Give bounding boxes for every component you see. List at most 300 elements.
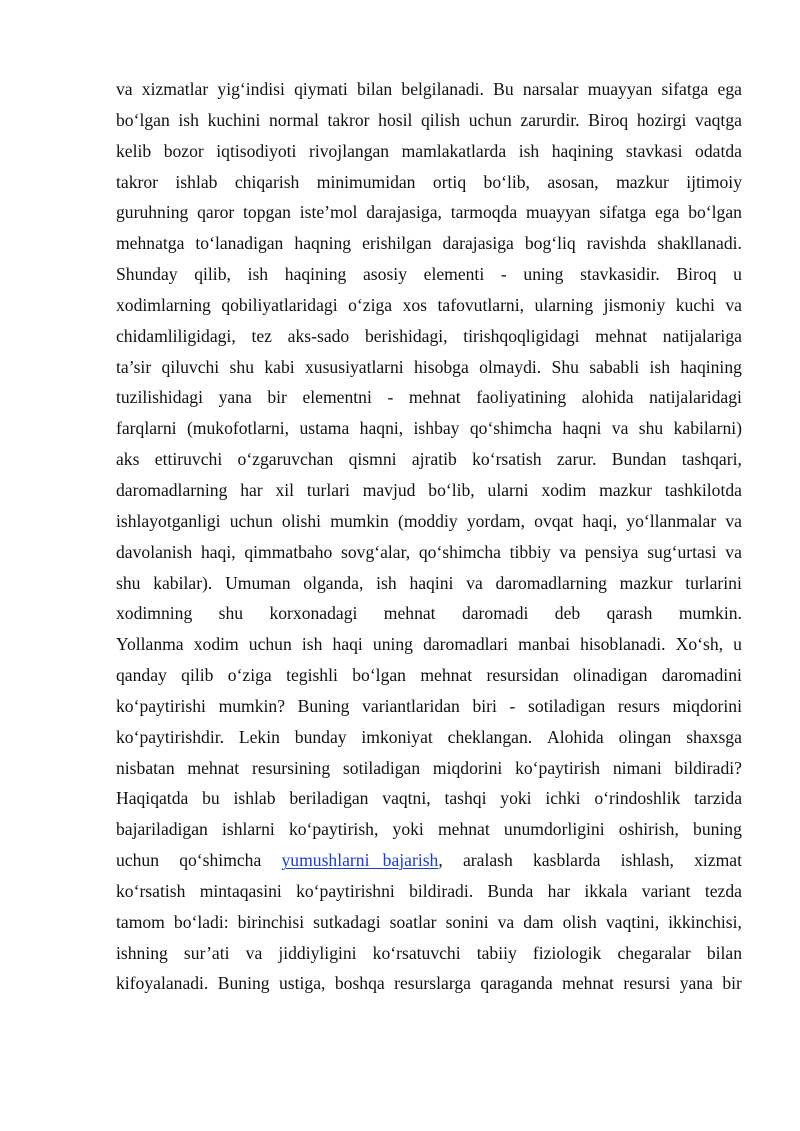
word: sotiladigan bbox=[342, 757, 421, 778]
word: daromadlarning bbox=[495, 572, 607, 593]
word: chidamliligidagi, bbox=[116, 325, 236, 346]
word: topgan bbox=[243, 202, 291, 223]
word: Haqiqatda bbox=[116, 788, 189, 809]
word: xil bbox=[275, 479, 295, 500]
word: turlari bbox=[306, 479, 350, 500]
word: sovg‘alar, bbox=[341, 541, 411, 562]
word: resurs bbox=[617, 695, 660, 716]
word: tuzilishidagi bbox=[116, 387, 203, 408]
word: bo‘lgan bbox=[116, 109, 170, 130]
word: sotiladigan bbox=[528, 695, 606, 716]
word: shu bbox=[638, 418, 664, 439]
word: xodim bbox=[541, 479, 587, 500]
hyperlink-group bbox=[282, 845, 443, 876]
word: Shu bbox=[551, 356, 579, 377]
word: bir bbox=[722, 973, 742, 994]
word: haqni, bbox=[359, 418, 404, 439]
word: bir bbox=[267, 387, 287, 408]
word: minimumidan bbox=[316, 171, 416, 192]
word: sur’ati bbox=[183, 942, 230, 963]
word: ishlash, bbox=[620, 850, 674, 871]
word: xususiyatlarni bbox=[304, 356, 404, 377]
word: hisobga bbox=[414, 356, 469, 377]
word: Biroq bbox=[588, 109, 629, 130]
word: iqtisodiyoti bbox=[216, 140, 297, 161]
word: ishbay bbox=[413, 418, 460, 439]
word: ularning bbox=[534, 294, 594, 315]
word: dam bbox=[523, 911, 554, 932]
word: nisbatan bbox=[116, 757, 175, 778]
word: alohida bbox=[581, 387, 634, 408]
word: qimmatbaho bbox=[244, 541, 333, 562]
word: Lekin bbox=[238, 726, 280, 747]
word: Bundan bbox=[611, 449, 667, 470]
word: xizmatlar bbox=[141, 79, 209, 99]
word: ikkinchisi, bbox=[668, 911, 742, 932]
word: olishi bbox=[281, 510, 322, 531]
word: sonini bbox=[445, 911, 489, 932]
word: daromadlari bbox=[423, 634, 509, 655]
word: variantlaridan bbox=[362, 695, 460, 716]
word: ravishda bbox=[586, 233, 647, 254]
word: va bbox=[466, 572, 483, 593]
word: ishning bbox=[116, 942, 168, 963]
word: buning bbox=[693, 819, 742, 840]
word: tirishqoqligidagi bbox=[463, 325, 580, 346]
word: qiluvchi bbox=[161, 356, 220, 377]
word: shakllanadi. bbox=[657, 233, 742, 254]
word: kelib bbox=[116, 140, 152, 161]
word: va bbox=[245, 942, 263, 963]
word: daromadlarning bbox=[116, 479, 228, 500]
word: ish bbox=[247, 264, 269, 285]
body-text bbox=[116, 74, 742, 999]
word: ko‘paytirishni bbox=[296, 880, 395, 901]
word: nimani bbox=[612, 757, 662, 778]
word: har bbox=[547, 880, 571, 901]
word: mehnat bbox=[383, 603, 436, 624]
word: mumkin? bbox=[218, 695, 286, 716]
word: manbai bbox=[518, 634, 570, 655]
text-line bbox=[116, 598, 742, 629]
word: aks-sado bbox=[287, 325, 350, 346]
word: zarurdir. bbox=[520, 109, 580, 130]
word: hozirgi bbox=[636, 109, 687, 130]
word: mehnat bbox=[187, 757, 240, 778]
word: tamom bbox=[116, 911, 165, 932]
word: qo‘shimcha bbox=[418, 541, 501, 562]
word: vaqtni, bbox=[382, 788, 431, 809]
word: vaqtini, bbox=[605, 911, 660, 932]
word: resursining bbox=[251, 757, 331, 778]
text-line bbox=[116, 629, 742, 660]
word: qaraganda bbox=[480, 973, 553, 994]
word: xodimning bbox=[116, 603, 193, 624]
text-line bbox=[116, 475, 742, 506]
punctuation: , bbox=[438, 850, 443, 871]
word: yordam, bbox=[466, 510, 525, 531]
word: hisoblanadi. bbox=[580, 634, 666, 655]
word: Yollanma bbox=[116, 634, 184, 655]
word: erishilgan bbox=[362, 233, 432, 254]
word: mehnat bbox=[437, 819, 490, 840]
word: shaxsga bbox=[686, 726, 742, 747]
word: ishlab bbox=[175, 171, 218, 192]
word: va bbox=[559, 541, 577, 562]
word: soatlar bbox=[389, 911, 437, 932]
word: haqi bbox=[332, 634, 363, 655]
word: Shunday bbox=[116, 264, 178, 285]
text-line bbox=[116, 259, 742, 290]
word: Xo‘sh, bbox=[675, 634, 724, 655]
word: mumkin bbox=[330, 510, 389, 531]
word: uchun bbox=[248, 634, 292, 655]
word: ko‘rsatuvchi bbox=[372, 942, 461, 963]
word: unumdorligini bbox=[503, 819, 605, 840]
word: stavkasi bbox=[625, 140, 683, 161]
word: uning bbox=[523, 264, 564, 285]
word: Buning bbox=[297, 695, 350, 716]
text-line bbox=[116, 167, 742, 198]
word: olish bbox=[562, 911, 597, 932]
word: qiymati bbox=[294, 79, 348, 99]
word: imkoniyat bbox=[361, 726, 433, 747]
word: ish bbox=[518, 140, 540, 161]
word: olinadigan bbox=[573, 665, 648, 686]
text-line bbox=[116, 197, 742, 228]
word: - bbox=[387, 387, 394, 408]
word: va bbox=[725, 541, 742, 562]
word: boshqa bbox=[334, 973, 385, 994]
word: takror bbox=[327, 109, 370, 130]
text-line bbox=[116, 814, 742, 845]
text-line bbox=[116, 228, 742, 259]
word: asosiy bbox=[363, 264, 407, 285]
word: sutkadagi bbox=[313, 911, 381, 932]
text-line bbox=[116, 444, 742, 475]
word: elementni bbox=[302, 387, 372, 408]
word: yo‘llanmalar bbox=[626, 510, 717, 531]
word: bu bbox=[202, 788, 220, 809]
text-line bbox=[116, 506, 742, 537]
word: ko‘paytirish, bbox=[288, 819, 379, 840]
word: rivojlangan bbox=[308, 140, 390, 161]
text-line bbox=[116, 938, 742, 969]
word: mazkur bbox=[619, 572, 673, 593]
word: xodim bbox=[193, 634, 239, 655]
word: qaror bbox=[197, 202, 235, 223]
text-line bbox=[116, 382, 742, 413]
word: xos bbox=[402, 294, 428, 315]
text-line bbox=[116, 352, 742, 383]
word: shu bbox=[218, 603, 244, 624]
text-line bbox=[116, 568, 742, 599]
word: ettiruvchi bbox=[154, 449, 223, 470]
word: birinchisi bbox=[237, 911, 305, 932]
word: bo‘lib, bbox=[483, 171, 530, 192]
word: ega bbox=[717, 79, 742, 99]
word: darajasiga bbox=[442, 233, 514, 254]
word: qilib bbox=[181, 665, 214, 686]
word: qo‘shimcha bbox=[469, 418, 552, 439]
word: daromadini bbox=[661, 665, 742, 686]
word: belgilanadi. bbox=[401, 79, 484, 99]
word: - bbox=[509, 695, 516, 716]
word: va bbox=[116, 79, 133, 99]
word: ikkala bbox=[584, 880, 628, 901]
text-line bbox=[116, 753, 742, 784]
word: ijtimoiy bbox=[686, 171, 742, 192]
word: bilan bbox=[706, 942, 742, 963]
word: ortiq bbox=[432, 171, 467, 192]
word: va bbox=[497, 911, 515, 932]
word: ish bbox=[301, 634, 323, 655]
word: va bbox=[725, 510, 742, 531]
text-line bbox=[116, 691, 742, 722]
word: bo‘lib, bbox=[428, 479, 475, 500]
word: bilan bbox=[357, 79, 393, 99]
word: xodimlarning bbox=[116, 294, 211, 315]
word: u bbox=[733, 264, 742, 285]
word: mamlakatlarda bbox=[401, 140, 507, 161]
word: odatda bbox=[695, 140, 742, 161]
word: bildiradi? bbox=[674, 757, 742, 778]
word: miqdorini bbox=[672, 695, 742, 716]
word: Bu bbox=[493, 79, 514, 99]
hyperlink-yumushlarni-bajarish[interactable]: yumushlarni bajarish bbox=[281, 850, 439, 871]
word: ish bbox=[376, 572, 397, 593]
word: cheklangan. bbox=[447, 726, 533, 747]
word: Alohida bbox=[547, 726, 604, 747]
text-line bbox=[116, 876, 742, 907]
word: vaqtga bbox=[695, 109, 742, 130]
word: - bbox=[500, 264, 507, 285]
word: normal bbox=[269, 109, 319, 130]
word: yig‘indisi bbox=[217, 79, 285, 99]
word: ko‘paytirishdir. bbox=[116, 726, 224, 747]
text-line bbox=[116, 783, 742, 814]
word: jiddiyligini bbox=[278, 942, 357, 963]
word: olingan bbox=[618, 726, 672, 747]
word: tashqari, bbox=[681, 449, 742, 470]
word: mehnat bbox=[562, 973, 614, 994]
word: bunday bbox=[294, 726, 347, 747]
word: deb bbox=[554, 603, 581, 624]
text-line bbox=[116, 290, 742, 321]
word: haqni bbox=[562, 418, 602, 439]
word: Biroq bbox=[676, 264, 717, 285]
word: korxonadagi bbox=[269, 603, 358, 624]
word: ko‘rsatish bbox=[472, 449, 542, 470]
word: fiziologik bbox=[532, 942, 602, 963]
word: va bbox=[611, 418, 629, 439]
word: kuchini bbox=[207, 109, 261, 130]
word: oshirish, bbox=[618, 819, 679, 840]
word: uning bbox=[372, 634, 413, 655]
word: olganda, bbox=[303, 572, 364, 593]
word: haqining bbox=[551, 140, 614, 161]
text-line bbox=[116, 413, 742, 444]
word: yana bbox=[218, 387, 252, 408]
text-line bbox=[116, 907, 742, 938]
word: yoki bbox=[392, 819, 424, 840]
word: mehnatga bbox=[116, 233, 185, 254]
word: xizmat bbox=[694, 850, 742, 871]
word: natijalaridagi bbox=[649, 387, 742, 408]
word: o‘zgaruvchan bbox=[237, 449, 334, 470]
word: aks bbox=[116, 449, 140, 470]
word: kabilar). bbox=[153, 572, 213, 593]
word: tez bbox=[251, 325, 272, 346]
word: mavjud bbox=[362, 479, 416, 500]
word: mehnat bbox=[420, 665, 473, 686]
word: variant bbox=[641, 880, 691, 901]
text-line bbox=[116, 321, 742, 352]
word: davolanish bbox=[116, 541, 193, 562]
word: haqi, bbox=[582, 510, 618, 531]
word: uchun bbox=[468, 109, 512, 130]
word: olmaydi. bbox=[479, 356, 542, 377]
word: tafovutlarni, bbox=[437, 294, 525, 315]
word: kabi bbox=[264, 356, 295, 377]
word: jismoniy bbox=[603, 294, 666, 315]
word: qo‘shimcha bbox=[179, 850, 262, 871]
word: hosil bbox=[378, 109, 413, 130]
word: mumkin. bbox=[678, 603, 742, 624]
word: (moddiy bbox=[398, 510, 458, 531]
word: bog‘liq bbox=[524, 233, 576, 254]
word: qismni bbox=[348, 449, 397, 470]
word: chegaralar bbox=[617, 942, 691, 963]
word: bozor bbox=[163, 140, 204, 161]
word: iste’mol bbox=[299, 202, 358, 223]
word: ish bbox=[649, 356, 670, 377]
word: chiqarish bbox=[234, 171, 300, 192]
word: Bunda bbox=[487, 880, 534, 901]
text-line bbox=[116, 968, 742, 999]
word: ishlayotganligi bbox=[116, 510, 221, 531]
word: Umuman bbox=[225, 572, 291, 593]
word: ko‘paytirish bbox=[515, 757, 601, 778]
word: uchun bbox=[116, 850, 159, 871]
word: u bbox=[733, 634, 742, 655]
word: ustiga, bbox=[279, 973, 326, 994]
word: ko‘rsatish bbox=[116, 880, 186, 901]
word: zarur. bbox=[556, 449, 597, 470]
word: tezda bbox=[704, 880, 742, 901]
word: o‘ziga bbox=[227, 665, 272, 686]
word: haqining bbox=[680, 356, 742, 377]
word: qarash bbox=[606, 603, 653, 624]
word: qilish bbox=[421, 109, 461, 130]
word: resursi bbox=[623, 973, 671, 994]
word: o‘ziga bbox=[348, 294, 393, 315]
word: guruhning bbox=[116, 202, 189, 223]
word: mazkur bbox=[599, 479, 652, 500]
word: natijalariga bbox=[662, 325, 742, 346]
word: qanday bbox=[116, 665, 167, 686]
word: tegishli bbox=[286, 665, 338, 686]
word: tashkilotda bbox=[664, 479, 742, 500]
word: aralash bbox=[462, 850, 513, 871]
word: qobiliyatlaridagi bbox=[221, 294, 338, 315]
word: bo‘ladi: bbox=[173, 911, 229, 932]
word: uchun bbox=[229, 510, 273, 531]
word: haqining bbox=[284, 264, 347, 285]
word: stavkasidir. bbox=[580, 264, 660, 285]
word: to‘lanadigan bbox=[195, 233, 284, 254]
word: resursidan bbox=[486, 665, 559, 686]
word: faoliyatining bbox=[476, 387, 567, 408]
word: muayyan bbox=[525, 202, 591, 223]
word: ish bbox=[178, 109, 199, 130]
text-line bbox=[116, 660, 742, 691]
word: qilib, bbox=[194, 264, 231, 285]
word: ustama bbox=[299, 418, 350, 439]
word: narsalar bbox=[522, 79, 579, 99]
word: ichki bbox=[545, 788, 581, 809]
word: ega bbox=[654, 202, 680, 223]
word: sifatga bbox=[599, 202, 647, 223]
word: resurslarga bbox=[394, 973, 471, 994]
word: turlarini bbox=[685, 572, 742, 593]
word: darajasiga, bbox=[366, 202, 442, 223]
word: bo‘lgan bbox=[688, 202, 742, 223]
word: daromadi bbox=[461, 603, 529, 624]
word: Buning bbox=[217, 973, 270, 994]
word: mazkur bbox=[616, 171, 669, 192]
word: bildiradi. bbox=[409, 880, 474, 901]
word: kifoyalanadi. bbox=[116, 973, 209, 994]
word: muayyan bbox=[587, 79, 653, 99]
text-line bbox=[116, 74, 742, 105]
word: ko‘paytirishi bbox=[116, 695, 206, 716]
text-line bbox=[116, 845, 742, 876]
word: va bbox=[725, 294, 742, 315]
word: kasblarda bbox=[533, 850, 601, 871]
word: o‘rindoshlik bbox=[594, 788, 681, 809]
word: beriladigan bbox=[289, 788, 369, 809]
word: takror bbox=[116, 171, 159, 192]
word: mintaqasini bbox=[199, 880, 282, 901]
word: ishlarni bbox=[222, 819, 275, 840]
word: mehnat bbox=[595, 325, 648, 346]
word: har bbox=[240, 479, 263, 500]
word: bo‘lgan bbox=[352, 665, 406, 686]
word: bajariladigan bbox=[116, 819, 208, 840]
word: pensiya bbox=[584, 541, 639, 562]
word: ovqat bbox=[534, 510, 574, 531]
word: haqning bbox=[294, 233, 352, 254]
word: (mukofotlarni, bbox=[186, 418, 290, 439]
word: biri bbox=[472, 695, 497, 716]
word: mehnat bbox=[408, 387, 461, 408]
word: sug‘urtasi bbox=[647, 541, 717, 562]
word: sifatga bbox=[661, 79, 709, 99]
word: yoki bbox=[500, 788, 532, 809]
word: asosan, bbox=[547, 171, 599, 192]
word: tabiiy bbox=[476, 942, 517, 963]
word: tarmoqda bbox=[450, 202, 518, 223]
word: tibbiy bbox=[509, 541, 551, 562]
word: tarzida bbox=[694, 788, 742, 809]
word: farqlarni bbox=[116, 418, 177, 439]
word: ishlab bbox=[233, 788, 276, 809]
word: elementi bbox=[423, 264, 485, 285]
text-line bbox=[116, 136, 742, 167]
word: sababli bbox=[589, 356, 640, 377]
word: ta’sir bbox=[116, 356, 152, 377]
